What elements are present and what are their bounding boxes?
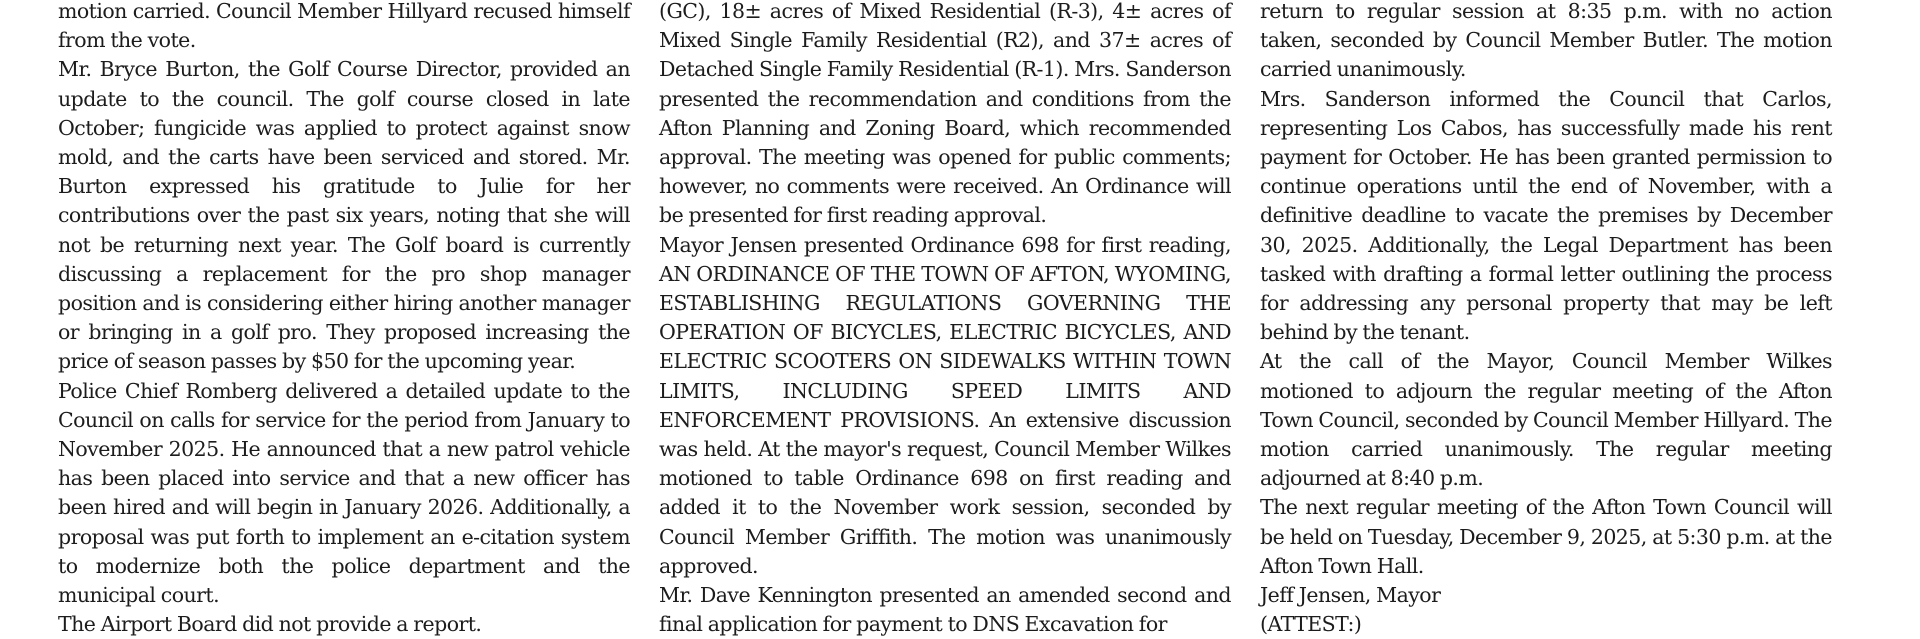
column-middle <box>659 0 1231 639</box>
paragraph: motion carried. Council Member Hillyard recused himself from the vote. <box>58 0 630 53</box>
paragraph: At the call of the Mayor, Council Member Wilkes motioned to adjourn the regular meeting of the Afton Town Council, seconded by Council Member Hillyard. The motion carried unanimously. The regular meeting adjourned at 8:40 p.m. <box>1260 349 1832 491</box>
signature-name: Jeff Jensen, Mayor <box>1260 583 1441 608</box>
paragraph: Mrs. Sanderson informed the Council that Carlos, representing Los Cabos, has successfully made his rent payment for October. He has been granted permission to continue operations until the end of November, with a definitive deadline to vacate the premises by December 30, 2025. Additionally, the Legal Department has been tasked with drafting a formal letter outlining the process for addressing any personal property that may be left behind by the tenant. <box>1260 86 1832 345</box>
column-right <box>1260 0 1832 639</box>
paragraph: The next regular meeting of the Afton Town Council will be held on Tuesday, December 9, 2025, at 5:30 p.m. at the Afton Town Hall. <box>1260 495 1832 578</box>
paragraph: (GC), 18± acres of Mixed Residential (R-3), 4± acres of Mixed Single Family Residential (R2), and 37± acres of Detached Single Family Residential (R-1). Mrs. Sanderson presented the recommendation and conditions from the Afton Planning and Zoning Board, which recommended approval. The meeting was opened for public comments; however, no comments were received. An Ordinance will be presented for first reading approval. <box>659 0 1231 228</box>
paragraph: Mayor Jensen presented Ordinance 698 for first reading, AN ORDINANCE OF THE TOWN OF AFTON, WYOMING, ESTABLISHING REGULATIONS GOVERNING THE OPERATION OF BICYCLES, ELECTRIC BICYCLES, AND ELECTRIC SCOOTERS ON SIDEWALKS WITHIN TOWN LIMITS, INCLUDING SPEED LIMITS AND ENFORCEMENT PROVISIONS. An extensive discussion was held. At the mayor's request, Council Member Wilkes motioned to table Ordinance 698 on first reading and added it to the November work session, seconded by Council Member Griffith. The motion was unanimously approved. <box>659 232 1231 578</box>
paragraph: Mr. Dave Kennington presented an amended second and final application for payment to DNS Excavation for <box>659 583 1231 637</box>
paragraph: Police Chief Romberg delivered a detailed update to the Council on calls for service for the period from January to November 2025. He announced that a new patrol vehicle has been placed into service and that a new officer has been hired and will begin in January 2026. Additionally, a proposal was put forth to implement an e-citation system to modernize both the police department and the municipal court. <box>58 378 630 608</box>
attest-label: (ATTEST:) <box>1260 612 1362 637</box>
paragraph: The Airport Board did not provide a report. <box>58 612 482 637</box>
paragraph: return to regular session at 8:35 p.m. with no action taken, seconded by Council Member Butler. The motion carried unanimously. <box>1260 0 1832 82</box>
paragraph: Mr. Bryce Burton, the Golf Course Director, provided an update to the council. The golf course closed in late October; fungicide was applied to protect against snow mold, and the carts have been serviced and stored. Mr. Burton expressed his gratitude to Julie for her contributions over the past six years, noting that she will not be returning next year. The Golf board is currently discussing a replacement for the pro shop manager position and is considering either hiring another manager or bringing in a golf pro. They proposed increasing the price of season passes by $50 for the upcoming year. <box>58 57 630 374</box>
column-left <box>58 0 630 639</box>
